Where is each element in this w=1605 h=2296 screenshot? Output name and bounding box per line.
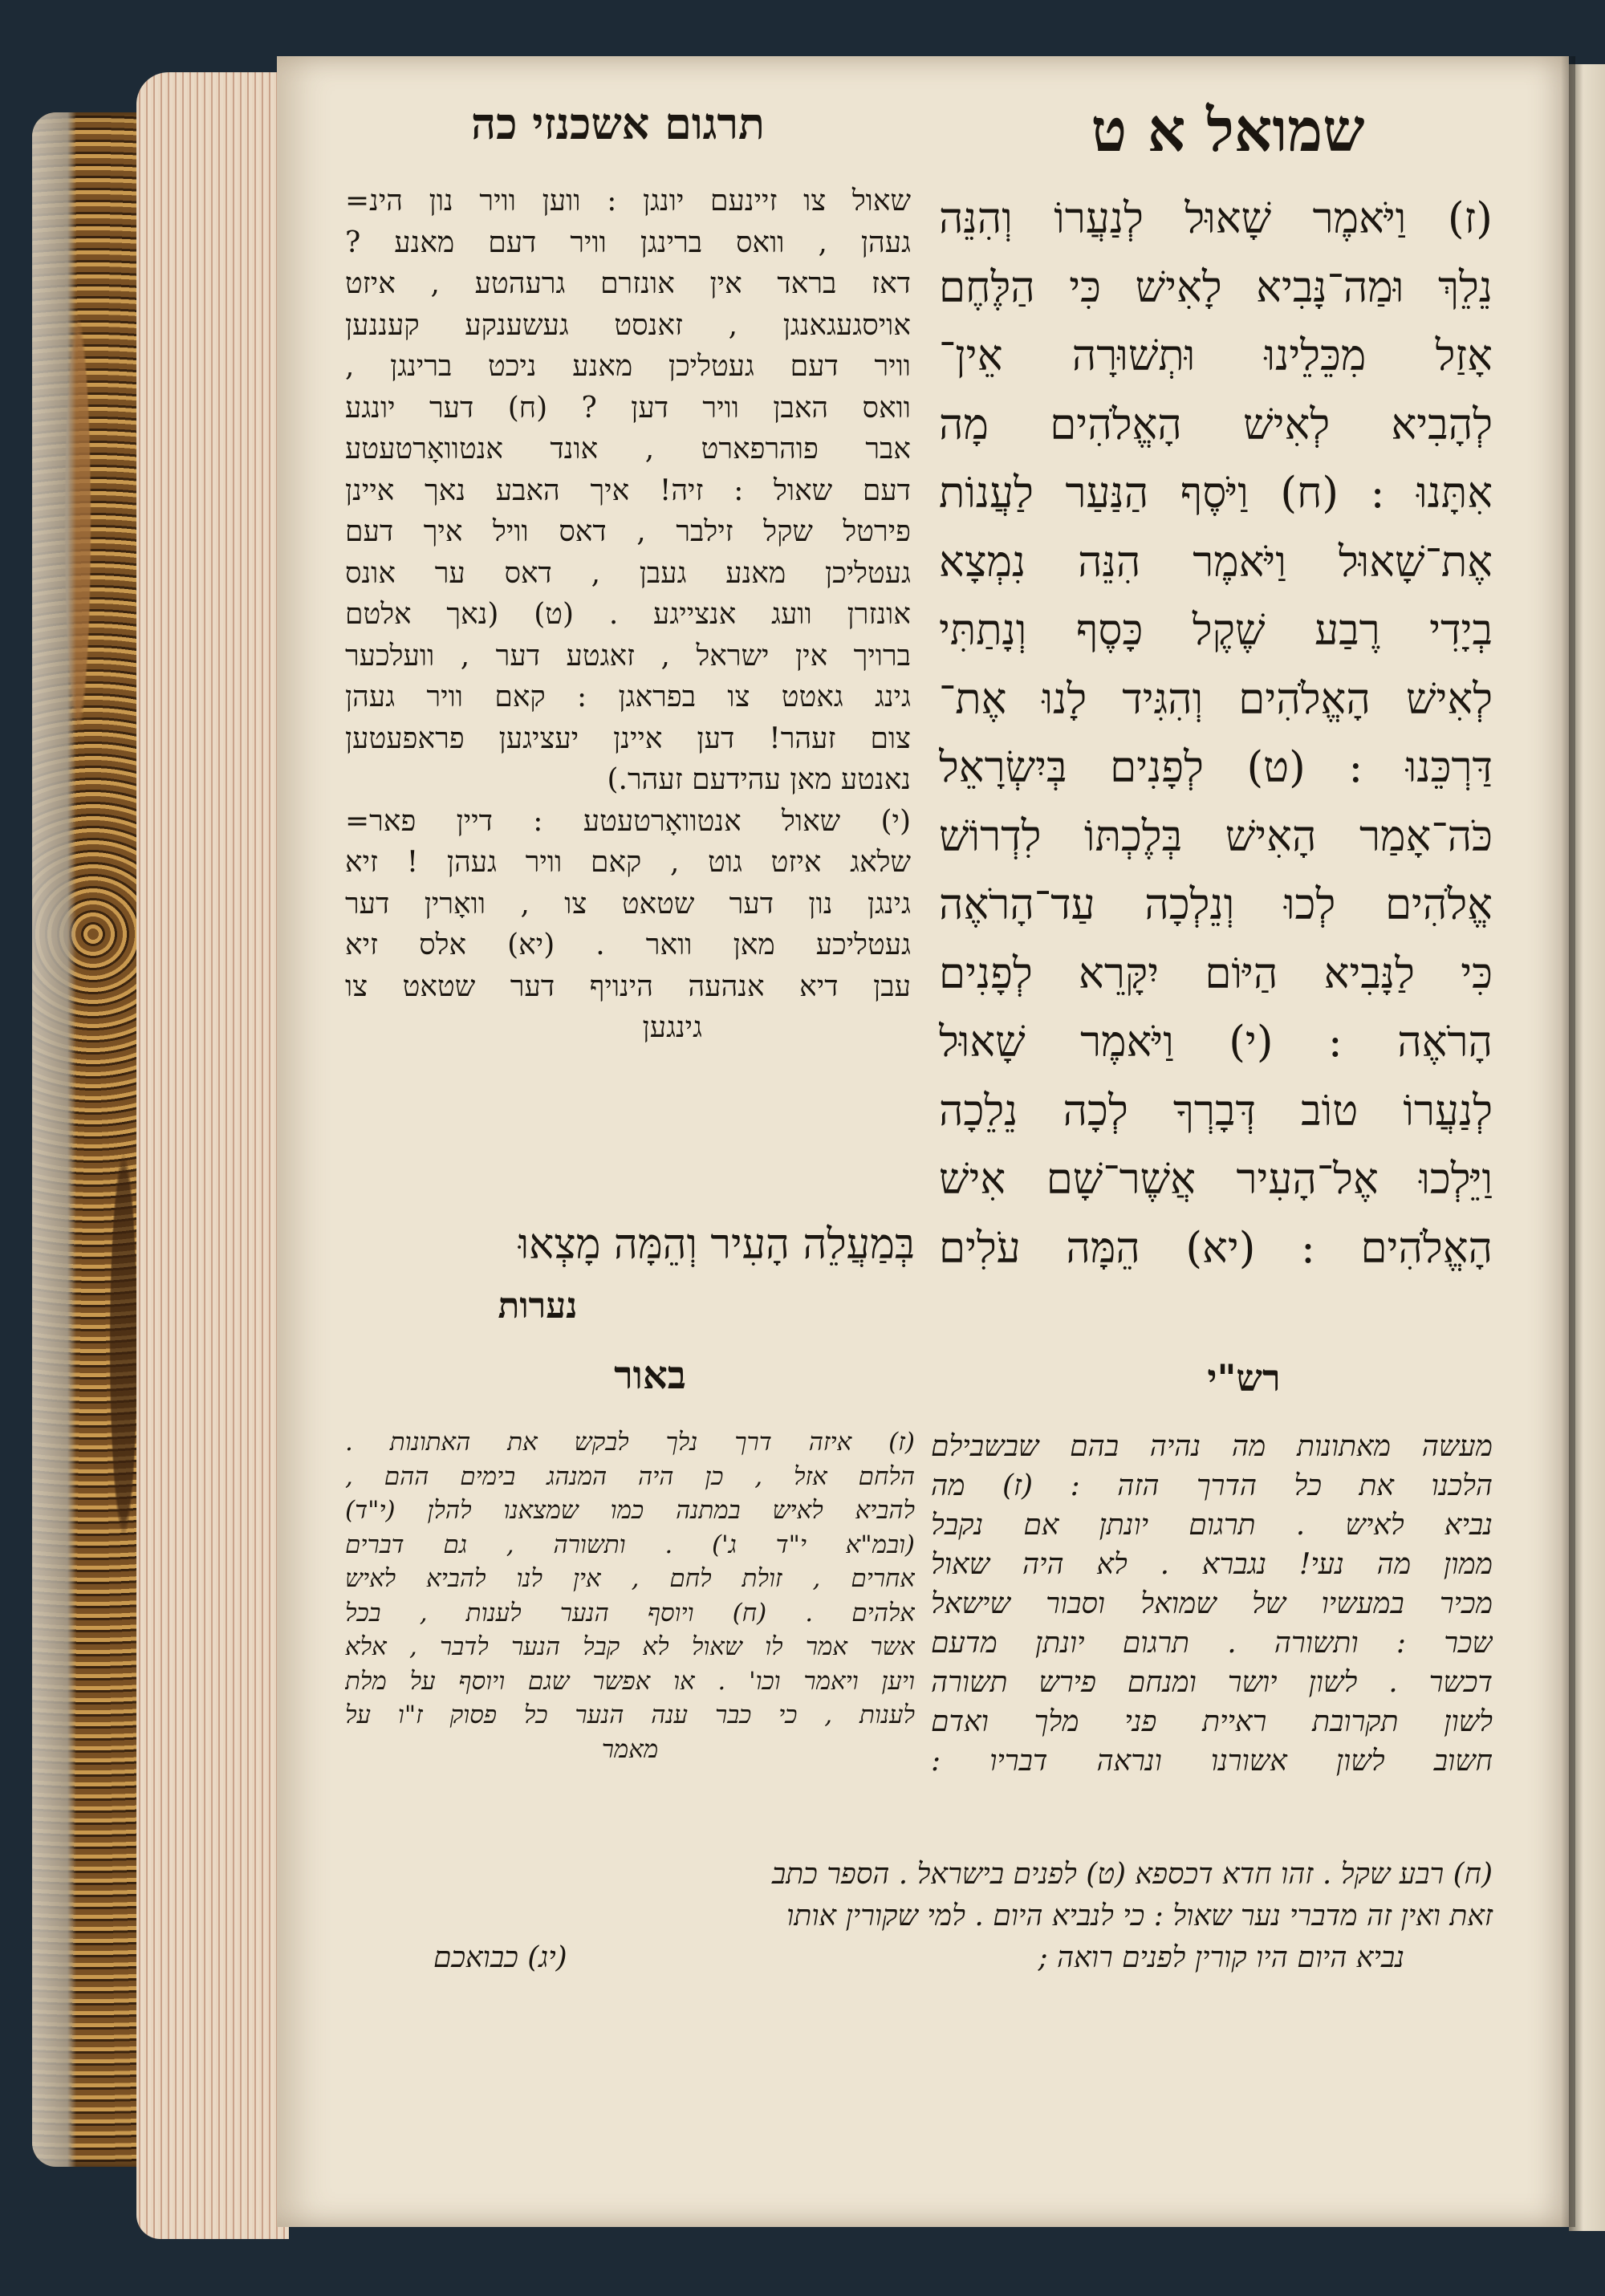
- book-spine-edge: [32, 112, 76, 2167]
- verse-line: נֵלֵךְ וּמַה־נָּבִיא לָאִישׁ כִּי הַלֶּחֶם: [939, 262, 1493, 312]
- continuation-verse: בְּמַעֲלֵה הָעִיר וְהֵמָּה מָצְאוּ: [518, 1221, 915, 1269]
- biblical-text-column: [939, 185, 1493, 1282]
- beur-line: (ובמ"א י"ד ג') . ותשורה , גם דברים: [345, 1530, 915, 1559]
- page-header-book: שמואל א ט: [1091, 96, 1365, 165]
- translation-line: צום זעהר! דען איינן יעציגען פראפעטען: [345, 721, 911, 755]
- page-edges: [136, 72, 289, 2239]
- rashi-line: מעשה מאתונות מה נהיה בהם שבשבילם: [931, 1430, 1493, 1463]
- page-header-translation: תרגום אשכנזי כה: [471, 98, 765, 149]
- beur-heading: באור: [614, 1353, 686, 1398]
- translation-line: געטליכע מאן וואר . (יא) אלס זיא: [345, 929, 911, 961]
- verse-line: וַיֵּלְכוּ אֶל־הָעִיר אֲשֶׁר־שָׁם אִישׁ: [939, 1155, 1493, 1204]
- translation-line: וויר דעם געטליכן מאנע ניכט ברינגן ,: [345, 350, 911, 383]
- rashi-line: חשוב לשון אשורנו ונראה דבריו :: [931, 1745, 1493, 1778]
- rashi-line: שכר : ותשורה . תרגום יונתן מדעם: [931, 1627, 1493, 1660]
- translation-line: ברויך אין ישראל , זאגטע דער , וועלכער: [345, 639, 911, 673]
- verse-line: בְיָדִי רֶבַע שֶׁקֶל כָּסֶף וְנָתַתִּי: [939, 606, 1493, 655]
- rashi-line: ממון מה נעי! נגברא . לא היה שאול: [931, 1548, 1493, 1581]
- verse-line: לְהָבִיא לְאִישׁ הָאֱלֹהִים מָה: [939, 400, 1493, 449]
- translation-line: געטליכן מאנע געבן , דאס ער אונס: [345, 556, 911, 590]
- footer-line-with-marker: [345, 1937, 1493, 1979]
- footer-line: נביא היום היו קורין לפנים רואה ;: [1038, 1941, 1404, 1974]
- beur-line: לענות , כי כבר ענה הנער כל פסוק ז"ו על: [345, 1701, 915, 1729]
- rashi-line: הלכנו את כל הדרך הזה : (ז) מה: [931, 1469, 1493, 1502]
- verse-line: כִּי לַנָּבִיא הַיּוֹם יִקָּרֵא לְפָנִים: [939, 949, 1493, 998]
- beur-line: מאמר: [601, 1734, 659, 1764]
- verse-line: אֶת־שָׁאוּל וַיֹּאמֶר הִנֵּה נִמְצָא: [939, 537, 1493, 587]
- page-gutter-shadow: [1561, 56, 1575, 2227]
- translation-line: דאז בראד אין אונזרם גרעהטע , איזט: [345, 267, 911, 300]
- translation-line: פירטל שקל זילבר , דאס וויל איך דעם: [345, 515, 911, 548]
- translation-line: נאנטע מאן עהידעם זעהר.): [607, 763, 911, 796]
- translation-line: גינג גאטט צו בפראגן : קאם וויר געהן: [345, 681, 911, 713]
- translation-line: גינגען: [642, 1011, 702, 1044]
- translation-line: געהן , וואס ברינגן וויר דעם מאנע ?: [345, 226, 911, 259]
- translation-line: אונזרן וועג אנצייגע . (ט) (נאך אלטם: [345, 598, 911, 631]
- translation-line: אבר פוהרפארט , אונד אנטוואָרטעטע: [345, 433, 911, 465]
- rashi-line: מכיר במעשיו של שמואל וסבור שישאל: [931, 1587, 1493, 1620]
- beur-line: אלהים . (ח) ויוסף הנער לענות , בכל: [345, 1598, 915, 1628]
- verse-line: (ז) וַיֹּאמֶר שָׁאוּל לְנַעֲרוֹ וְהִנֵּה: [939, 194, 1493, 243]
- beur-commentary: [345, 1425, 915, 1766]
- footer-line: זאת ואין זה מדברי נער שאול : כי לנביא היום . למי שקורין אותו: [786, 1900, 1493, 1932]
- verse-line: אָזַל מִכֵּלֵינוּ וּתְשׁוּרָה אֵין־: [939, 331, 1493, 380]
- beur-line: הלחם אזל , כן היה המנהג בימים ההם ,: [345, 1461, 915, 1491]
- beur-line: (ז) איזה דרך נלך לבקש את האתונות .: [345, 1428, 915, 1457]
- verse-line: הָרֹאֶה : (י) וַיֹּאמֶר שָׁאוּל: [939, 1018, 1493, 1067]
- verse-line: הָאֱלֹהִים : (יא) הֵמָּה עֹלִים: [939, 1223, 1493, 1273]
- verse-line: אִתָּנוּ : (ח) וַיֹּסֶף הַנַּעַר לַעֲנוֹת: [939, 469, 1493, 518]
- rashi-line: נביא לאיש . תרגום יונתן אם נקבל: [931, 1509, 1493, 1542]
- rashi-line: דכשר . לשון יושר ומנחם פירש תשורה: [931, 1666, 1493, 1699]
- rashi-commentary: [931, 1427, 1493, 1781]
- translation-line: שאול צו זיינעם יונגן : ווען וויר נון הינ=: [345, 185, 911, 217]
- translation-line: שלאג איזט גוט , קאם וויר געהן ! זיא: [345, 846, 911, 879]
- translation-line: אויסגעגאנגן , זאנסט געשענקע קעננען: [345, 308, 911, 342]
- verse-line: כֹּה־אָמַר הָאִישׁ בְּלֶכְתּוֹ לִדְרוֹשׁ: [939, 811, 1493, 861]
- translation-column: [345, 181, 911, 1049]
- beur-line: להביא לאיש במתנה כמו שמצאנו להלן (י"ד): [345, 1496, 915, 1525]
- verse-line: דַּרְכֵּנוּ : (ט) לְפָנִים בְּיִשְׂרָאֵל: [939, 743, 1493, 792]
- verse-line: לְנַעֲרוֹ טוֹב דְּבָרְךָ לְכָה נֵלֵכָה: [939, 1086, 1493, 1136]
- footer-line: (ח) רבע שקל . זהו חדא דכספא (ט) לפנים בישראל . הספר כתב: [771, 1858, 1493, 1891]
- verse-line: אֱלֹהִים לְכוּ וְנֵלְכָה עַד־הָרֹאֶה: [939, 880, 1493, 929]
- translation-line: וואס האבן וויר דען ? (ח) דער יונגע: [345, 391, 911, 425]
- beur-line: אחרים , זולת לחם , אין לנו להביא לאיש: [345, 1564, 915, 1593]
- footer-commentary: [345, 1854, 1493, 1979]
- rashi-heading: רש"י: [1207, 1356, 1281, 1400]
- translation-line: עבן דיא אנהעה הינויף דער שטאט צו: [345, 969, 911, 1003]
- translation-line: גינגן נון דער שטאט צו , וואָרין דער: [345, 887, 911, 920]
- rashi-line: לשון תקרובת ראיית פני מלך ואדם: [931, 1705, 1493, 1738]
- footer-verse-marker: (יג) כבואכם: [433, 1941, 567, 1974]
- verse-line: לְאִישׁ הָאֱלֹהִים וְהִגִּיד לָנוּ אֶת־: [939, 674, 1493, 724]
- beur-line: ויען ויאמר וכו' . או אפשר שגם ויוסף על מלת: [345, 1666, 915, 1696]
- beur-line: אשר אמר לו שאול לא קבל הנער לדבר , אלא: [345, 1632, 915, 1661]
- translation-line: דעם שאול : זיה! איך האבע נאך איינן: [345, 473, 911, 507]
- catchword: נערות: [498, 1286, 578, 1327]
- translation-line: (י) שאול אנטוואָרטעטע : דיין פאר=: [345, 804, 911, 838]
